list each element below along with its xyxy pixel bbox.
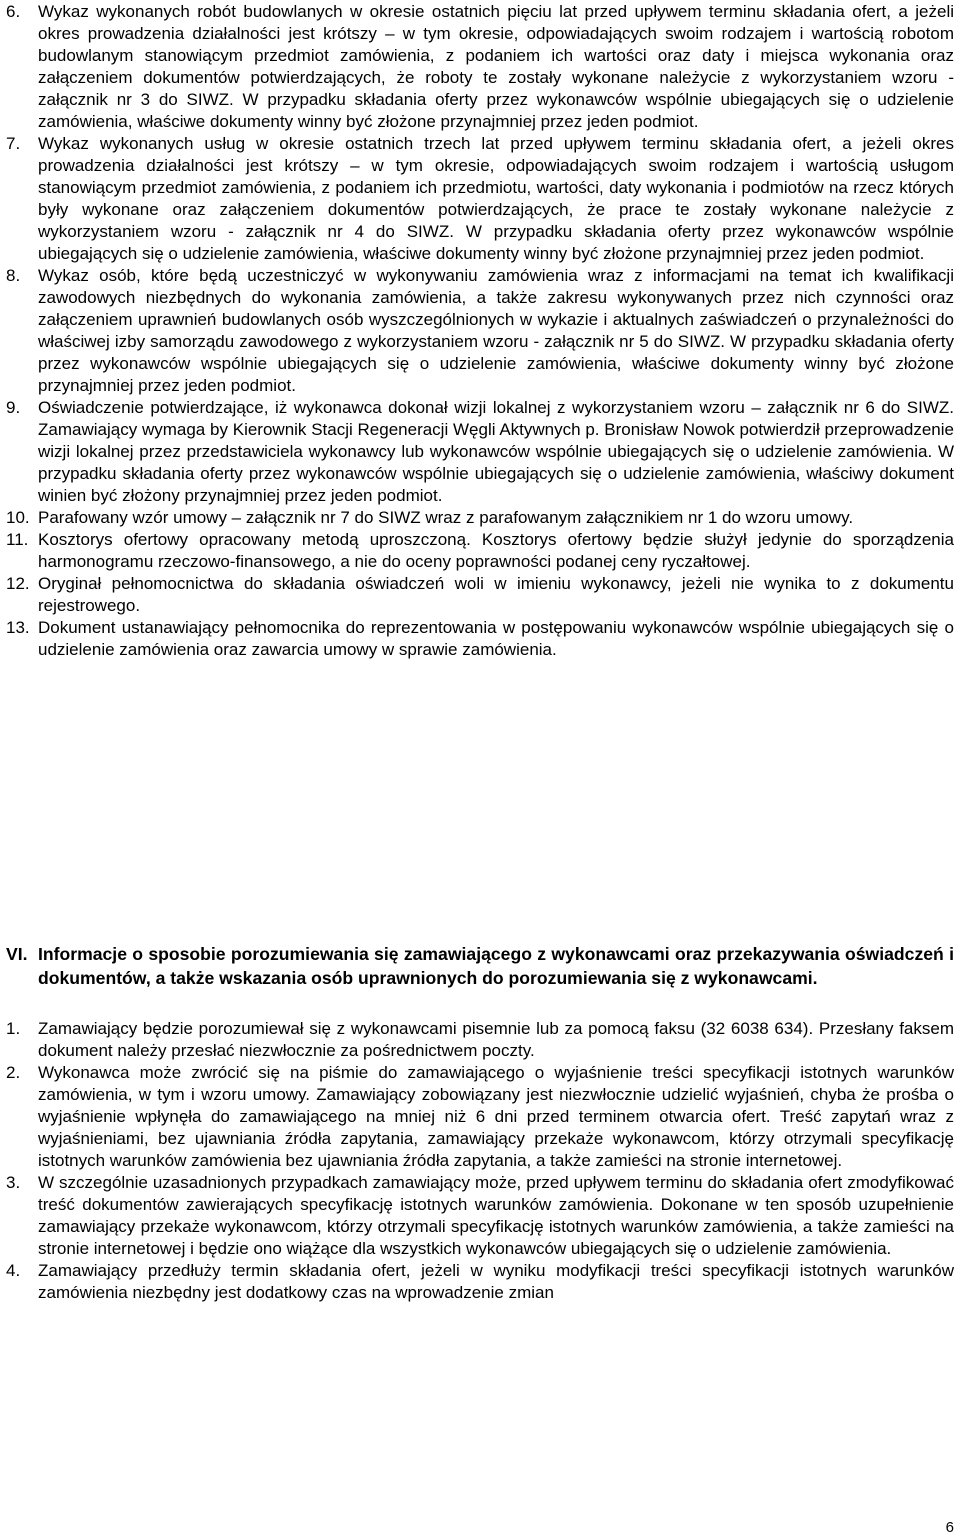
list-item-text: Zamawiający będzie porozumiewał się z wykonawcami pisemnie lub za pomocą faksu (32 6038 634). Przesłany faksem dokument należy przesłać niezwłocznie za pośrednictwem poczty. <box>38 1019 954 1060</box>
list-item-number: 9. <box>6 398 21 417</box>
list-item-text: Kosztorys ofertowy opracowany metodą uproszczoną. Kosztorys ofertowy będzie służył jedynie do sporządzenia harmonogramu rzeczowo-finansowego, a nie do oceny poprawności podanej ceny ryczałtowej. <box>38 530 954 571</box>
list-item-number: 12. <box>6 574 30 593</box>
list-item <box>6 1062 954 1172</box>
list-item-number: 2. <box>6 1063 21 1082</box>
list-item-text: Oświadczenie potwierdzające, iż wykonawca dokonał wizji lokalnej z wykorzystaniem wzoru – załącznik nr 6 do SIWZ. Zamawiający wymaga by Kierownik Stacji Regeneracji Węgli Aktywnych p. Bronisław Nowok potwierdził przeprowadzenie wizji lokalnej przez przedstawiciela wykonawcy lub wykonawców wspólnie ubiegających się o udzielenie zamówienia. W przypadku składania oferty przez wykonawców wspólnie ubiegających się o udzielenie zamówienia, właściwy dokument winien być złożony przynajmniej przez jeden podmiot. <box>38 398 954 505</box>
list-item-text: Parafowany wzór umowy – załącznik nr 7 do SIWZ wraz z parafowanym załącznikiem nr 1 do wzoru umowy. <box>38 508 854 527</box>
section-list <box>6 1018 954 1304</box>
list-item-text: Oryginał pełnomocnictwa do składania oświadczeń woli w imieniu wykonawcy, jeżeli nie wynika to z dokumentu rejestrowego. <box>38 574 954 615</box>
list-item <box>6 529 954 573</box>
list-item <box>6 617 954 661</box>
list-item <box>6 397 954 507</box>
list-item <box>6 1018 954 1062</box>
list-item <box>6 1260 954 1304</box>
list-item-text: Dokument ustanawiający pełnomocnika do reprezentowania w postępowaniu wykonawców wspólnie ubiegających się o udzielenie zamówienia oraz zawarcia umowy w sprawie zamówienia. <box>38 618 954 659</box>
list-item-text: Wykaz osób, które będą uczestniczyć w wykonywaniu zamówienia wraz z informacjami na temat ich kwalifikacji zawodowych niezbędnych do wykonania zamówienia, a także zakresu wykonywanych przez nich czynności oraz załączeniem uprawnień budowlanych osób wyszczególnionych w wykazie i aktualnych zaświadczeń o przynależności do właściwej izby samorządu zawodowego z wykorzystaniem wzoru - załącznik nr 5 do SIWZ. W przypadku składania oferty przez wykonawców wspólnie ubiegających się o udzielenie zamówienia, właściwe dokumenty winny być złożone przynajmniej przez jeden podmiot. <box>38 266 954 395</box>
list-item <box>6 265 954 397</box>
list-item <box>6 507 954 529</box>
list-item-number: 8. <box>6 266 21 285</box>
section-number: VI. <box>6 944 28 964</box>
list-item-number: 3. <box>6 1173 21 1192</box>
list-item <box>6 573 954 617</box>
list-item-text: Wykaz wykonanych usług w okresie ostatnich trzech lat przed upływem terminu składania ofert, a jeżeli okres prowadzenia działalności jest krótszy – w tym okresie, odpowiadających swoim rodzajem i wartością usługom stanowiącym przedmiot zamówienia, z podaniem ich przedmiotu, wartości, daty wykonania i podmiotów na rzecz których były wykonane oraz załączeniem dokumentów potwierdzających, że prace te zostały wykonane należycie z wykorzystaniem wzoru - załącznik nr 4 do SIWZ. W przypadku składania oferty przez wykonawców wspólnie ubiegających się o udzielenie zamówienia, właściwe dokumenty winny być złożone przynajmniej przez jeden podmiot. <box>38 134 954 263</box>
list-item-number: 7. <box>6 134 21 153</box>
list-item-number: 6. <box>6 2 21 21</box>
list-item <box>6 1172 954 1260</box>
list-item-number: 1. <box>6 1019 21 1038</box>
list-item-text: Zamawiający przedłuży termin składania ofert, jeżeli w wyniku modyfikacji treści specyfikacji istotnych warunków zamówienia niezbędny jest dodatkowy czas na wprowadzenie zmian <box>38 1261 954 1302</box>
requirements-list <box>6 1 954 661</box>
list-item-text: Wykaz wykonanych robót budowlanych w okresie ostatnich pięciu lat przed upływem terminu składania ofert, a jeżeli okres prowadzenia działalności jest krótszy – w tym okresie, odpowiadających swoim rodzajem i wartością robotom budowlanym stanowiącym przedmiot zamówienia, z podaniem ich wartości oraz daty i miejsca wykonania oraz załączeniem dokumentów potwierdzających, że roboty te zostały wykonane należycie z wykorzystaniem wzoru - załącznik nr 3 do SIWZ. W przypadku składania oferty przez wykonawców wspólnie ubiegających się o udzielenie zamówienia, właściwe dokumenty winny być złożone przynajmniej przez jeden podmiot. <box>38 2 954 131</box>
list-item <box>6 1 954 133</box>
list-item-text: Wykonawca może zwrócić się na piśmie do zamawiającego o wyjaśnienie treści specyfikacji istotnych warunków zamówienia, w tym i wzoru umowy. Zamawiający zobowiązany jest niezwłocznie udzielić wyjaśnień, chyba że prośba o wyjaśnienie wpłynęła do zamawiającego na mniej niż 6 dni przed terminem otwarcia ofert. Treść zapytań wraz z wyjaśnieniami, bez ujawniania źródła zapytania, zamawiający przekaże wykonawcom, którzy otrzymali specyfikację istotnych warunków zamówienia bez ujawniania źródła zapytania, a także zamieści na stronie internetowej. <box>38 1063 954 1170</box>
list-item-number: 13. <box>6 618 30 637</box>
section-heading <box>6 943 954 990</box>
page-number: 6 <box>945 1519 954 1536</box>
list-item <box>6 133 954 265</box>
list-item-text: W szczególnie uzasadnionych przypadkach zamawiający może, przed upływem terminu do składania ofert zmodyfikować treść dokumentów zawierających specyfikację istotnych warunków zamówienia. Dokonane w ten sposób uzupełnienie zamawiający przekaże wykonawcom, którzy otrzymali specyfikację istotnych warunków zamówienia, a także zamieści na stronie internetowej i będzie ono wiążące dla wszystkich wykonawców ubiegających się o udzielenie zamówienia. <box>38 1173 954 1258</box>
section-title: Informacje o sposobie porozumiewania się zamawiającego z wykonawcami oraz przekazywania oświadczeń i dokumentów, a także wskazania osób uprawnionych do porozumiewania się z wykonawcami. <box>38 944 954 988</box>
list-item-number: 10. <box>6 508 30 527</box>
list-item-number: 11. <box>6 530 29 549</box>
list-item-number: 4. <box>6 1261 21 1280</box>
